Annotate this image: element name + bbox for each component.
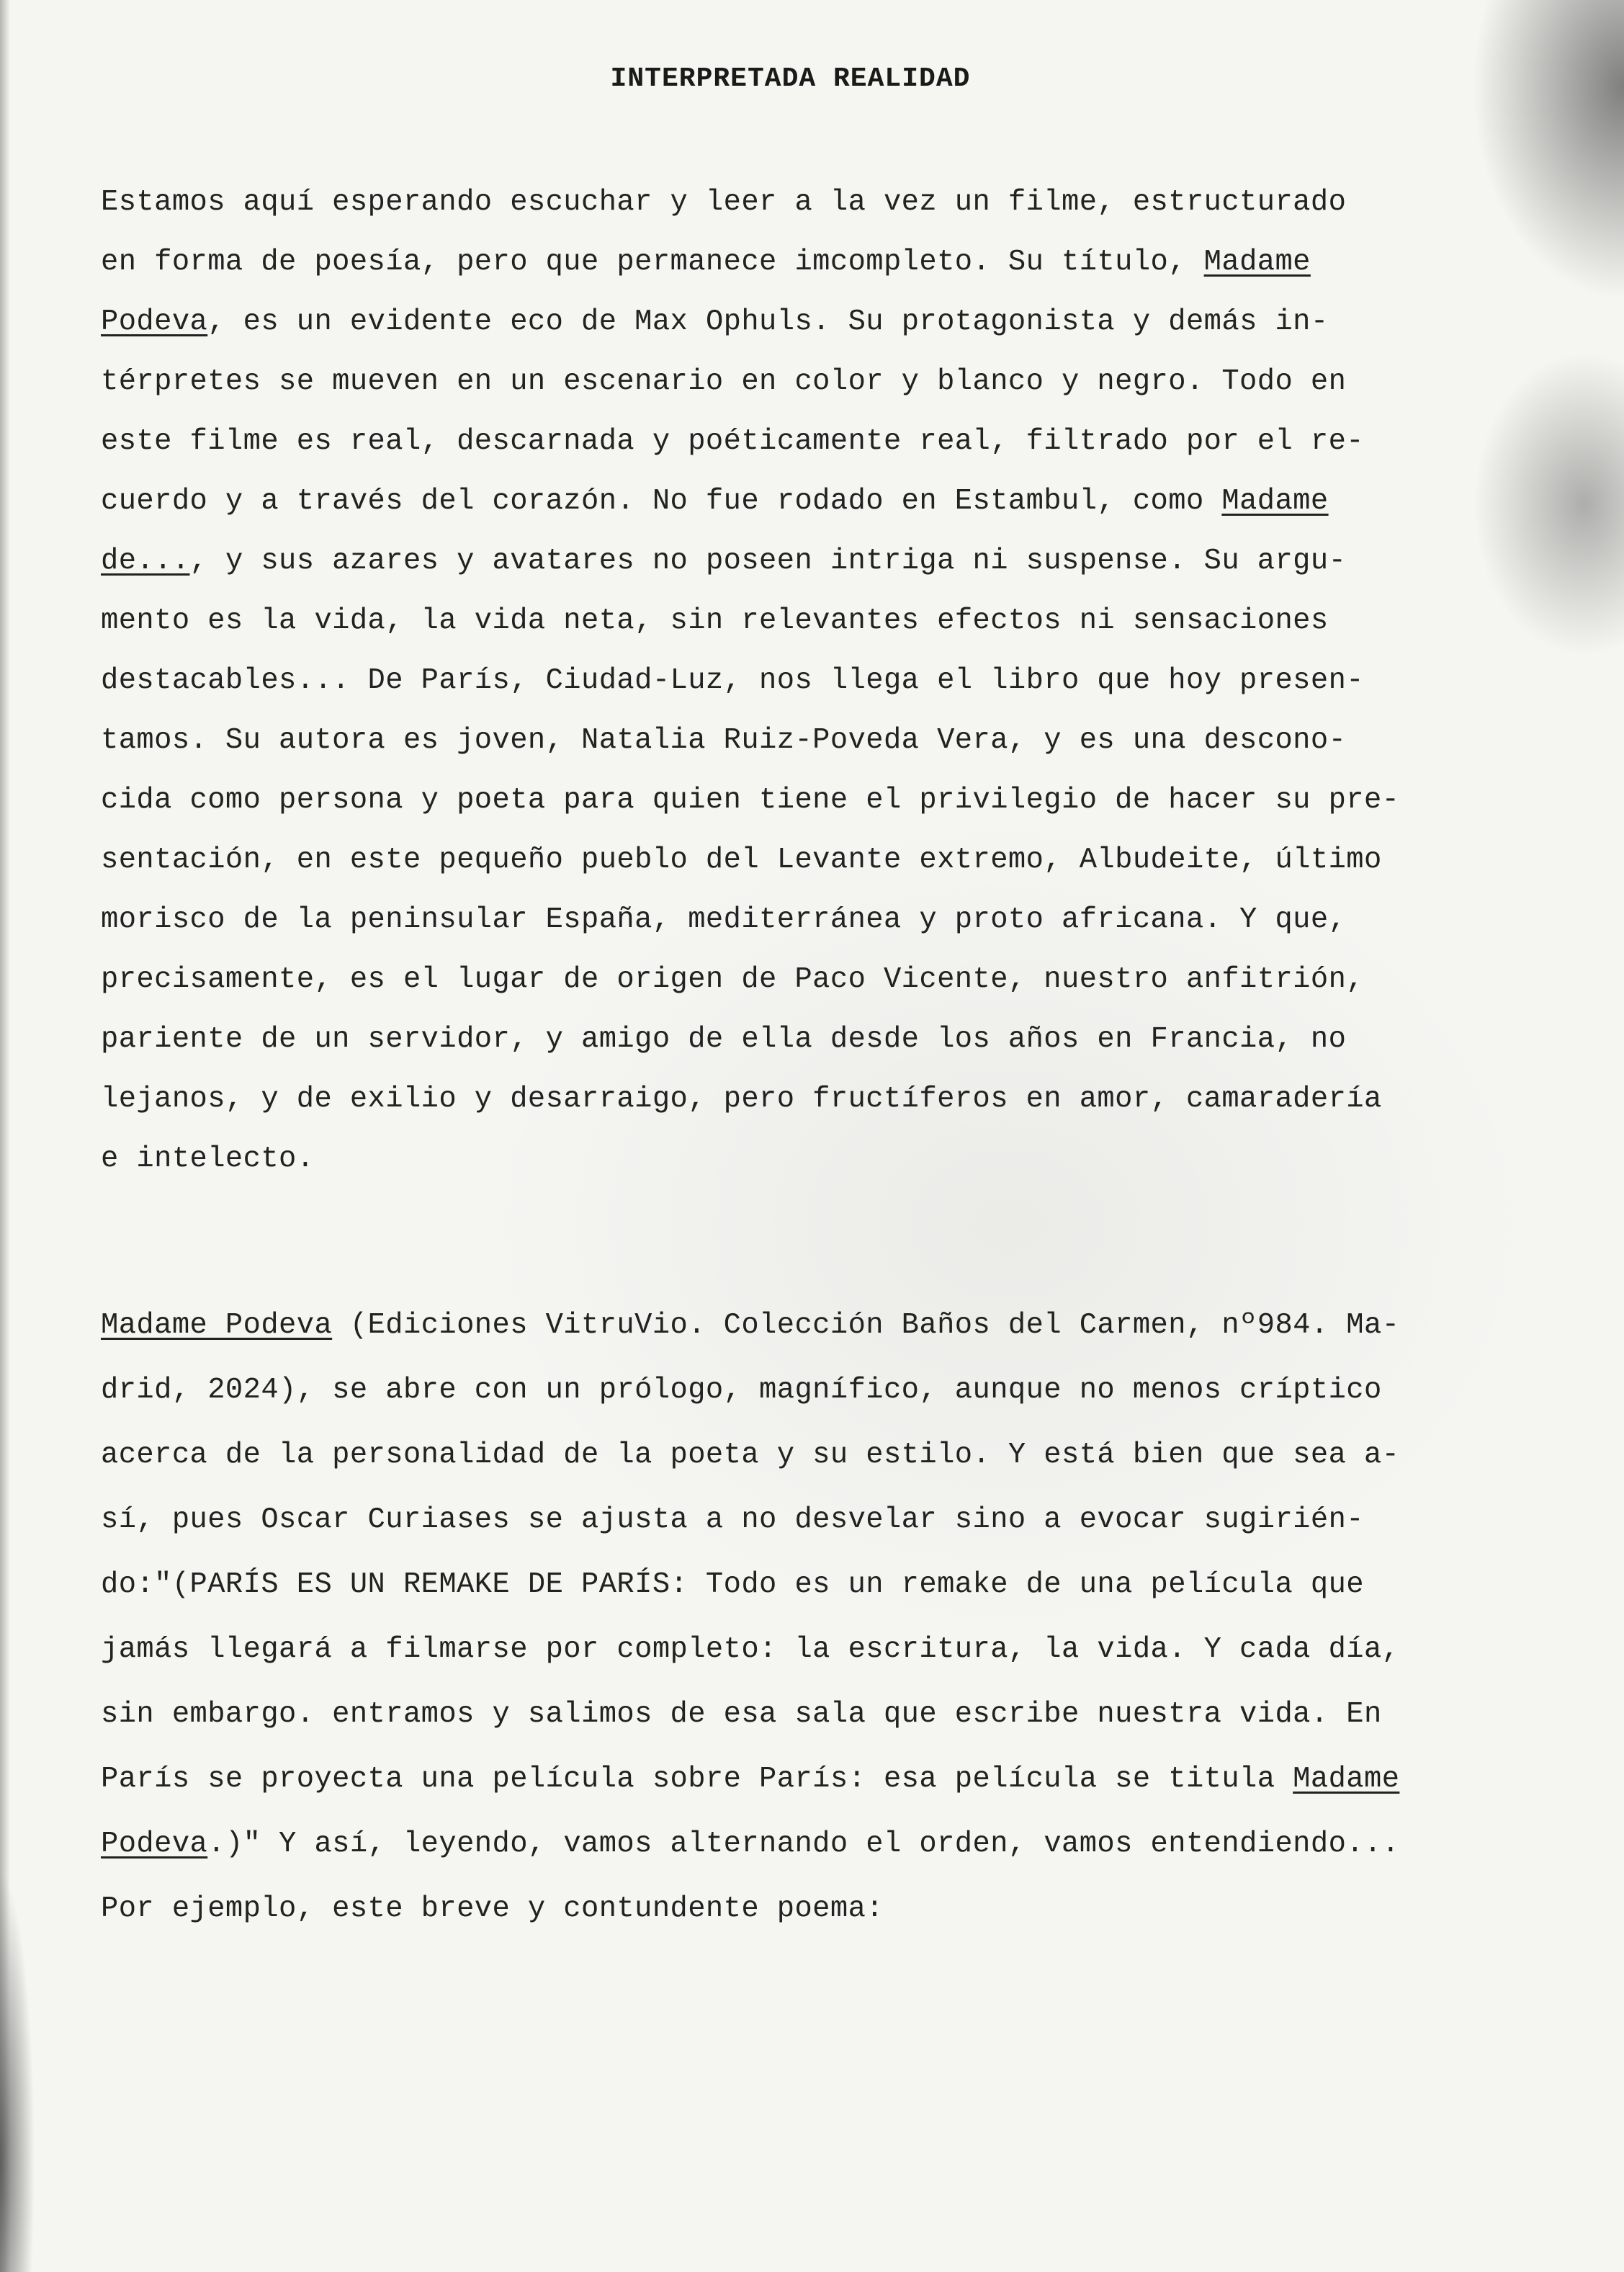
text-line: en forma de poesía, pero que permanece imcompleto. Su título, Madame bbox=[101, 246, 1311, 279]
text-line: sin embargo. entramos y salimos de esa sala que escribe nuestra vida. En bbox=[101, 1698, 1382, 1731]
text-line: precisamente, es el lugar de origen de Paco Vicente, nuestro anfitrión, bbox=[101, 963, 1364, 996]
text-line: lejanos, y de exilio y desarraigo, pero fructíferos en amor, camaradería bbox=[101, 1083, 1382, 1116]
text-line: cuerdo y a través del corazón. No fue rodado en Estambul, como Madame bbox=[101, 485, 1329, 518]
text-line: pariente de un servidor, y amigo de ella desde los años en Francia, no bbox=[101, 1023, 1347, 1056]
underlined-title: de... bbox=[101, 545, 190, 578]
text-line: Por ejemplo, este breve y contundente poema: bbox=[101, 1892, 884, 1926]
text-line: mento es la vida, la vida neta, sin relevantes efectos ni sensaciones bbox=[101, 604, 1329, 638]
paragraph-madame-podeva bbox=[101, 1293, 1584, 1941]
text-line: morisco de la peninsular España, mediterránea y proto africana. Y que, bbox=[101, 903, 1347, 936]
text-line: este filme es real, descarnada y poéticamente real, filtrado por el re- bbox=[101, 425, 1364, 458]
underlined-title: Madame bbox=[1221, 485, 1329, 518]
document-title: INTERPRETADA REALIDAD bbox=[610, 63, 971, 94]
text-line: cida como persona y poeta para quien tiene el privilegio de hacer su pre- bbox=[101, 784, 1400, 817]
paragraph-intro bbox=[101, 173, 1584, 1189]
underlined-title: Podeva bbox=[101, 1828, 208, 1861]
text-line: tamos. Su autora es joven, Natalia Ruiz-Poveda Vera, y es una descono- bbox=[101, 724, 1347, 757]
text-line: térpretes se mueven en un escenario en color y blanco y negro. Todo en bbox=[101, 365, 1347, 398]
text-line: de..., y sus azares y avatares no poseen intriga ni suspense. Su argu- bbox=[101, 545, 1347, 578]
text-line: Madame Podeva (Ediciones VitruVio. Colección Baños del Carmen, nº984. Ma- bbox=[101, 1309, 1400, 1342]
underlined-title: Madame Podeva bbox=[101, 1309, 333, 1342]
text-line: drid, 2024), se abre con un prólogo, magnífico, aunque no menos críptico bbox=[101, 1374, 1382, 1407]
text-line: París se proyecta una película sobre París: esa película se titula Madame bbox=[101, 1763, 1400, 1796]
text-line: sentación, en este pequeño pueblo del Levante extremo, Albudeite, último bbox=[101, 844, 1382, 877]
text-line: do:"(PARÍS ES UN REMAKE DE PARÍS: Todo es un remake de una película que bbox=[101, 1568, 1364, 1601]
text-line: Estamos aquí esperando escuchar y leer a la vez un filme, estructurado bbox=[101, 186, 1347, 219]
scan-edge-shadow bbox=[0, 0, 10, 2272]
underlined-title: Podeva bbox=[101, 305, 208, 339]
text-line: jamás llegará a filmarse por completo: la escritura, la vida. Y cada día, bbox=[101, 1633, 1400, 1666]
text-line: acerca de la personalidad de la poeta y su estilo. Y está bien que sea a- bbox=[101, 1439, 1400, 1472]
text-line: destacables... De París, Ciudad-Luz, nos llega el libro que hoy presen- bbox=[101, 664, 1364, 697]
underlined-title: Madame bbox=[1293, 1763, 1400, 1796]
text-line: e intelecto. bbox=[101, 1142, 315, 1176]
text-line: Podeva, es un evidente eco de Max Ophuls. Su protagonista y demás in- bbox=[101, 305, 1329, 339]
underlined-title: Madame bbox=[1203, 246, 1311, 279]
text-line: sí, pues Oscar Curiases se ajusta a no desvelar sino a evocar sugirién- bbox=[101, 1503, 1364, 1537]
text-line: Podeva.)" Y así, leyendo, vamos alternando el orden, vamos entendiendo... bbox=[101, 1828, 1400, 1861]
